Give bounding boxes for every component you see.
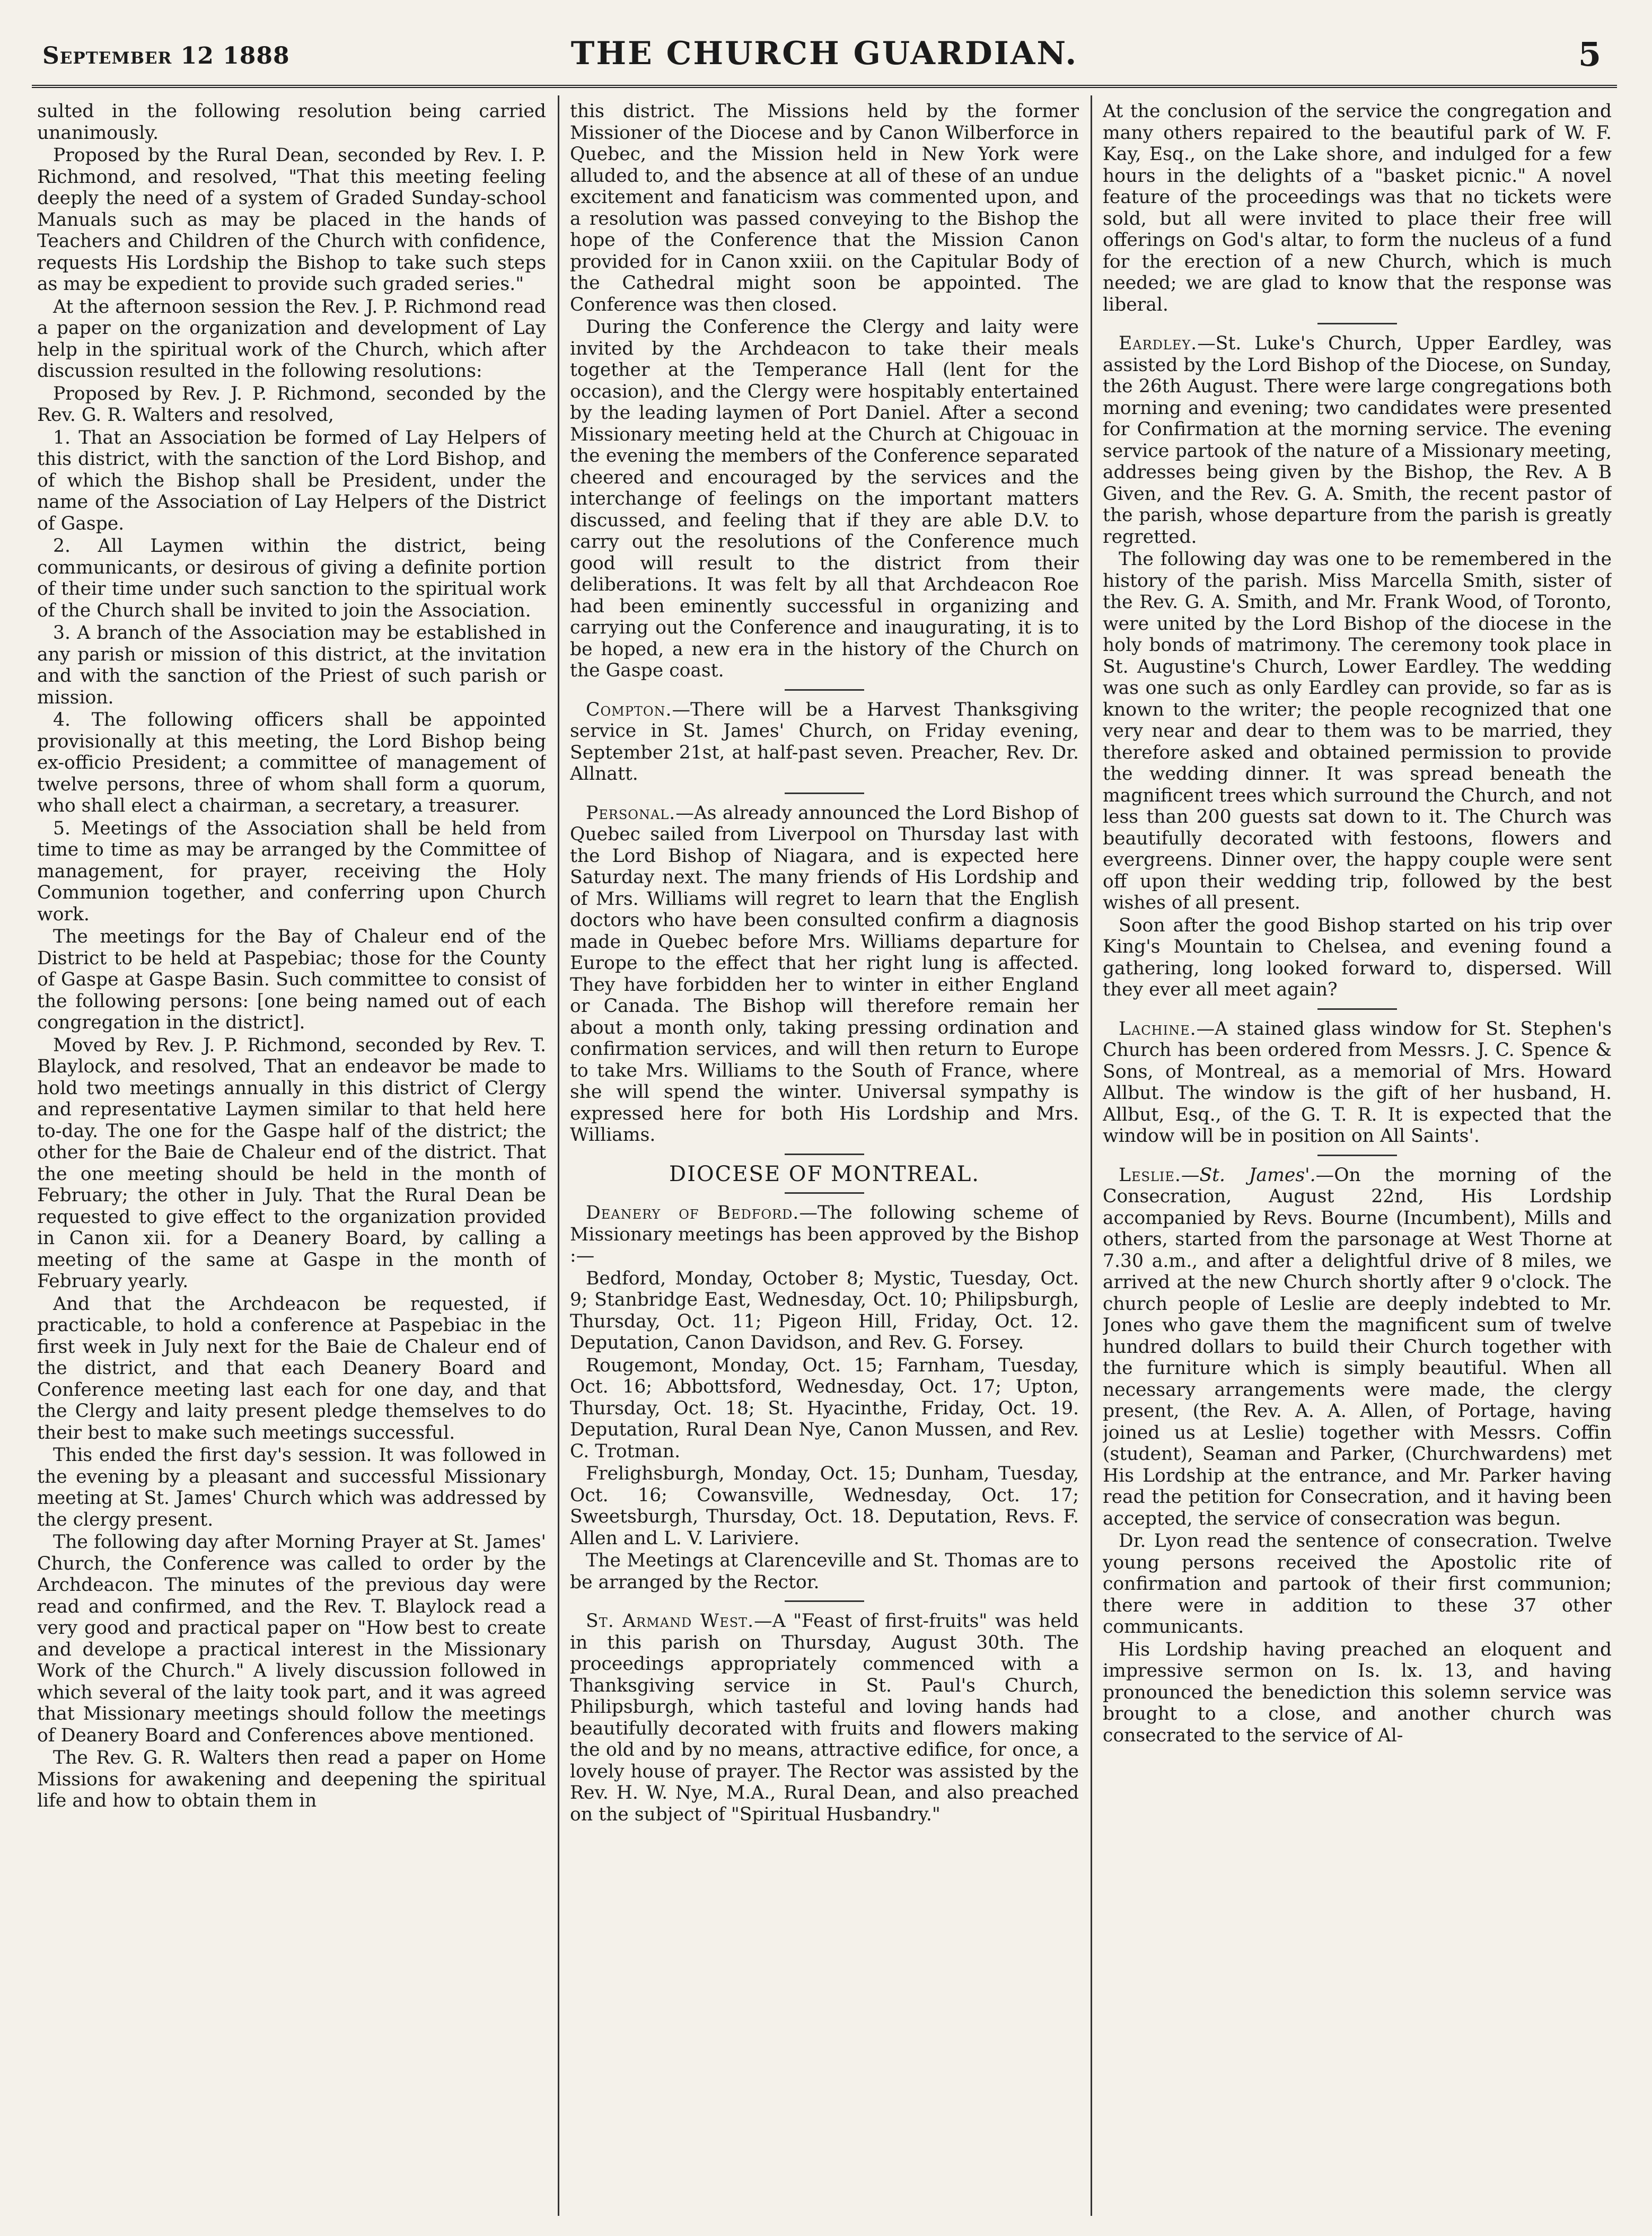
paragraph: Soon after the good Bishop started on his trip over King's Mountain to Chelsea, and evening found a gathering, long looked forward to, dispersed. Will they ever all meet again? [1103, 914, 1612, 1000]
article-lead: St. Armand West. [586, 1610, 754, 1632]
section-divider [785, 1154, 864, 1155]
page-number: 5 [1578, 35, 1601, 74]
schedule-item: Rougemont, Monday, Oct. 15; Farnham, Tuesday, Oct. 16; Abbottsford, Wednesday, Oct. 17; Upton, Thursday, Oct. 18; St. Hyacinthe, Friday, Oct. 19. Deputation, Rural Dean Nye, Canon Mussen, and Rev. C. Trotman. [570, 1354, 1079, 1462]
article-leslie: Leslie.—St. James'.—On the morning of the Consecration, August 22nd, His Lordship accompanied by Revs. Bourne (Incumbent), Mills and others, started from the parsonage at West Thorne at 7.30 a.m., and after a delightful drive of 8 miles, we arrived at the new Church shortly after 9 o'clock. The church people of Leslie are deeply indebted to Mr. Jones who gave them the magnificent sum of twelve hundred dollars to build their Church together with the furniture which is simply beautiful. When all necessary arrangements were made, the clergy present, (the Rev. A. A. Allen, of Portage, having joined us at Leslie) together with Messrs. Coffin (student), Seaman and Parker, (Churchwardens) met His Lordship at the entrance, and Mr. Parker having read the petition for Consecration, and it having been accepted, the service of consecration was begun. [1103, 1164, 1612, 1529]
article-lead: Leslie. [1119, 1164, 1181, 1186]
paragraph: At the conclusion of the service the congregation and many others repaired to the beautiful park of W. F. Kay, Esq., on the Lake shore, and indulged for a few hours in the delights of a "basket picnic." A novel feature of the proceedings was that no tickets were sold, but all were invited to place their free will offerings on God's altar, to form the nucleus of a fund for the erection of a new Church, which is much needed; we are glad to know that the response was liberal. [1103, 101, 1612, 315]
article-lead: Compton. [586, 699, 672, 720]
resolution-item: 4. The following officers shall be appointed provisionally at this meeting, the Lord Bishop being ex-officio President; a committee of management of twelve persons, three of whom shall form a quorum, who shall elect a chairman, a secretary, a treasurer. [37, 709, 546, 816]
column-2 [570, 101, 1079, 2216]
article-personal: Personal.—As already announced the Lord Bishop of Quebec sailed from Liverpool on Thursday last with the Lord Bishop of Niagara, and is expected here Saturday next. The many friends of His Lordship and of Mrs. Williams will regret to learn that the English doctors who have been consulted confirm a diagnosis made in Quebec before Mrs. Williams departure for Europe to the effect that her right lung is affected. They have forbidden her to winter in either England or Canada. The Bishop will therefore remain her about a month only, taking pressing ordination and confirmation services, and will then return to Europe to take Mrs. Williams to the South of France, where she will spend the winter. Universal sympathy is expressed here for both His Lordship and Mrs. Williams. [570, 802, 1079, 1146]
column-1 [37, 101, 546, 2216]
paragraph: And that the Archdeacon be requested, if practicable, to hold a conference at Paspebiac in the first week in July next for the Baie de Chaleur end of the district, and that each Deanery Board and Conference meeting last each for one day, and that the Clergy and laity present pledge themselves to do their best to make such meetings successful. [37, 1293, 546, 1443]
paragraph: The meetings for the Bay of Chaleur end of the District to be held at Paspebiac; those for the County of Gaspe at Gaspe Basin. Such committee to consist of the following persons: [one being named out of each congregation in the district]. [37, 926, 546, 1033]
schedule-item: Frelighsburgh, Monday, Oct. 15; Dunham, Tuesday, Oct. 16; Cowansville, Wednesday, Oct. 17; Sweetsburgh, Thursday, Oct. 18. Deputation, Revs. F. Allen and L. V. Lariviere. [570, 1463, 1079, 1549]
resolution-item: 1. That an Association be formed of Lay Helpers of this district, with the sanction of the Lord Bishop, and of which the Bishop shall be President, under the name of the Association of Lay Helpers of the District of Gaspe. [37, 427, 546, 534]
paragraph: His Lordship having preached an eloquent and impressive sermon on Is. lx. 13, and having pronounced the benediction this solemn service was brought to a close, and another church was consecrated to the service of Al- [1103, 1639, 1612, 1746]
schedule-item: The Meetings at Clarenceville and St. Thomas are to be arranged by the Rector. [570, 1550, 1079, 1593]
resolution-item: 3. A branch of the Association may be established in any parish or mission of this district, at the invitation and with the sanction of the Priest of such parish or mission. [37, 622, 546, 708]
paragraph: During the Conference the Clergy and laity were invited by the Archdeacon to take their meals together at the Temperance Hall (lent for the occasion), and the Clergy were hospitably entertained by the leading laymen of Port Daniel. After a second Missionary meeting held at the Church at Chigouac in the evening the members of the Conference separated cheered and encouraged by the services and the interchange of feelings on the important matters discussed, and feeling that if they are able D.V. to carry out the resolutions of the Conference much good will result to the district from their deliberations. It was felt by all that Archdeacon Roe had been eminently successful in organizing and carrying out the Conference and inaugurating, it is to be hoped, a new era in the history of the Church on the Gaspe coast. [570, 316, 1079, 681]
section-divider [1317, 323, 1397, 324]
paragraph: The following day was one to be remembered in the history of the parish. Miss Marcella Smith, sister of the Rev. G. A. Smith, and Mr. Frank Wood, of Toronto, were united by the Lord Bishop of the diocese in the holy bonds of matrimony. The ceremony took place in St. Augustine's Church, Lower Eardley. The wedding was one such as only Eardley can provide, so far as is known to the writer; the people recognized that one very near and dear to them was to be married, they therefore asked and obtained permission to provide the wedding dinner. It was spread beneath the magnificent trees which surround the Church, and not less than 200 guests sat down to it. The Church was beautifully decorated with festoons, flowers and evergreens. Dinner over, the happy couple were sent off upon their wedding trip, followed by the best wishes of all present. [1103, 549, 1612, 913]
section-divider [1317, 1155, 1397, 1156]
newspaper-page [32, 21, 1617, 2221]
article-lachine: Lachine.—A stained glass window for St. Stephen's Church has been ordered from Messrs. J. C. Spence & Sons, of Montreal, as a memorial of Mrs. Howard Allbut. The window is the gift of her husband, H. Allbut, Esq., of the G. T. R. It is expected that the window will be in position on All Saints'. [1103, 1018, 1612, 1147]
article-lead: Personal. [586, 802, 676, 824]
paragraph: Proposed by the Rural Dean, seconded by Rev. I. P. Richmond, and resolved, "That this meeting feeling deeply the need of a system of Graded Sunday-school Manuals such as may be placed in the hands of Teachers and Children of the Church with confidence, requests His Lordship the Bishop to take such steps as may be expedient to provide such graded series." [37, 145, 546, 295]
column-3 [1103, 101, 1612, 2216]
paragraph: At the afternoon session the Rev. J. P. Richmond read a paper on the organization and development of Lay help in the spiritual work of the Church, which after discussion resulted in the following resolutions: [37, 296, 546, 382]
section-divider [785, 1600, 864, 1602]
paragraph: The Rev. G. R. Walters then read a paper on Home Missions for awakening and deepening the spiritual life and how to obtain them in [37, 1747, 546, 1811]
section-divider [785, 793, 864, 794]
paragraph: Moved by Rev. J. P. Richmond, seconded by Rev. T. Blaylock, and resolved, That an endeavor be made to hold two meetings annually in this district of Clergy and representative Laymen similar to that held here to-day. The one for the Gaspe half of the district; the other for the Baie de Chaleur end of the district. That the one meeting should be held in the month of February; the other in July. That the Rural Dean be requested to give effect to the organization provided in Canon xii. for a Deanery Board, by calling a meeting of the same at Gaspe in the month of February yearly. [37, 1034, 546, 1292]
paragraph: sulted in the following resolution being carried unanimously. [37, 101, 546, 144]
resolution-item: 2. All Laymen within the district, being communicants, or desirous of giving a definite portion of their time under such sanction to the spiritual work of the Church shall be invited to join the Association. [37, 535, 546, 621]
article-lead: Deanery of Bedford. [586, 1202, 799, 1223]
issue-date: September 12 1888 [42, 42, 290, 69]
column-rule [558, 95, 559, 2216]
section-divider [785, 689, 864, 691]
section-heading: DIOCESE OF MONTREAL. [669, 1161, 980, 1186]
paragraph: This ended the first day's session. It was followed in the evening by a pleasant and successful Missionary meeting at St. James' Church which was addressed by the clergy present. [37, 1445, 546, 1530]
paragraph: this district. The Missions held by the former Missioner of the Diocese and by Canon Wilberforce in Quebec, and the Mission held in New York were alluded to, and the absence at all of these of an undue excitement and fanaticism was commented upon, and a resolution was passed conveying to the Bishop the hope of the Conference that the Mission Canon provided for in Canon xxiii. on the Capitular Body of the Cathedral might soon be appointed. The Conference was then closed. [570, 101, 1079, 315]
section-divider [1317, 1008, 1397, 1010]
column-rule [1091, 95, 1092, 2216]
article-st-armand: St. Armand West.—A "Feast of first-fruits" was held in this parish on Thursday, August 30th. The proceedings appropriately commenced with a Thanksgiving service in St. Paul's Church, Philipsburgh, which tasteful and loving hands had beautifully decorated with fruits and flowers making the old and by no means, attractive edifice, for once, a lovely house of prayer. The Rector was assisted by the Rev. H. W. Nye, M.A., Rural Dean, and also preached on the subject of "Spiritual Husbandry." [570, 1610, 1079, 1825]
paragraph: Dr. Lyon read the sentence of consecration. Twelve young persons received the Apostolic rite of confirmation and partook of their first communion; there were in addition to these 37 other communicants. [1103, 1530, 1612, 1638]
section-divider [785, 1192, 864, 1194]
article-lead: Lachine. [1119, 1018, 1197, 1040]
article-deanery: Deanery of Bedford.—The following scheme of Missionary meetings has been approved by the Bishop :— [570, 1202, 1079, 1266]
paragraph: The following day after Morning Prayer at St. James' Church, the Conference was called to order by the Archdeacon. The minutes of the previous day were read and confirmed, and the Rev. T. Blaylock read a very good and practical paper on "How best to create and develope a practical interest in the Missionary Work of the Church." A lively discussion followed in which several of the laity took part, and it was agreed that Missionary meetings should follow the meetings of Deanery Board and Conferences above mentioned. [37, 1531, 546, 1746]
article-lead: Eardley. [1119, 333, 1198, 354]
masthead [32, 21, 1617, 88]
schedule-item: Bedford, Monday, October 8; Mystic, Tuesday, Oct. 9; Stanbridge East, Wednesday, Oct. 10; Philipsburgh, Thursday, Oct. 11; Pigeon Hill, Friday, Oct. 12. Deputation, Canon Davidson, and Rev. G. Forsey. [570, 1267, 1079, 1353]
article-sublead: —St. James'. [1181, 1164, 1316, 1186]
article-compton: Compton.—There will be a Harvest Thanksgiving service in St. James' Church, on Friday evening, September 21st, at half-past seven. Preacher, Rev. Dr. Allnatt. [570, 699, 1079, 785]
newspaper-title: THE CHURCH GUARDIAN. [570, 35, 1078, 72]
resolution-item: 5. Meetings of the Association shall be held from time to time as may be arranged by the Committee of management, for prayer, receiving the Holy Communion together, and conferring upon Church work. [37, 817, 546, 925]
article-eardley: Eardley.—St. Luke's Church, Upper Eardley, was assisted by the Lord Bishop of the Diocese, on Sunday, the 26th August. There were large congregations both morning and evening; two candidates were presented for Confirmation at the morning service. The evening service partook of the nature of a Missionary meeting, addresses being given by the Bishop, the Rev. A B Given, and the Rev. G. A. Smith, the recent pastor of the parish, whose departure from the parish is greatly regretted. [1103, 333, 1612, 548]
paragraph: Proposed by Rev. J. P. Richmond, seconded by the Rev. G. R. Walters and resolved, [37, 383, 546, 426]
